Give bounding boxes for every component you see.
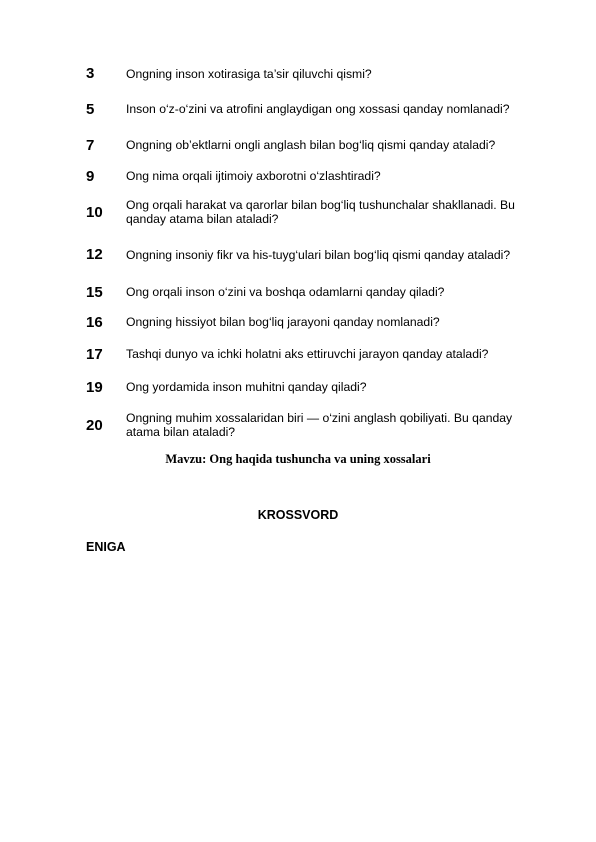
clue-text: Tashqi dunyo va ichki holatni aks ettiruvchi jarayon qanday ataladi? (126, 347, 489, 361)
clue-row (86, 231, 546, 278)
clue-text: Ong orqali inson o‘zini va boshqa odamlarni qanday qiladi? (126, 285, 445, 299)
clue-row (86, 159, 546, 193)
clue-text: Ongning insoniy fikr va his-tuyg‘ulari bilan bog‘liq qismi qanday ataladi? (126, 247, 511, 262)
clue-number: 3 (86, 65, 95, 82)
clue-row (86, 338, 546, 370)
clue-number: 17 (86, 345, 103, 363)
clue-text: Ong yordamida inson muhitni qanday qiladi? (126, 380, 367, 394)
clue-row (86, 60, 546, 87)
clue-number: 9 (86, 167, 95, 185)
clue-text: Ong nima orqali ijtimoiy axborotni o‘zlashtiradi? (126, 169, 381, 183)
clue-number: 5 (86, 100, 95, 118)
topic-title: Mavzu: Ong haqida tushuncha va uning xossalari (165, 452, 431, 466)
clue-row (86, 370, 546, 404)
clue-text: Ongning inson xotirasiga ta’sir qiluvchi qismi? (126, 66, 372, 81)
clue-row (86, 131, 546, 159)
clue-row (86, 193, 546, 231)
answers-label: ENIGA (86, 540, 126, 554)
clue-text: Ongning hissiyot bilan bog‘liq jarayoni qanday nomlanadi? (126, 315, 440, 329)
clue-list (86, 60, 546, 446)
clue-number: 10 (86, 203, 103, 221)
clue-number: 19 (86, 378, 103, 396)
clue-row (86, 278, 546, 306)
clue-row (86, 404, 546, 446)
clue-row (86, 87, 546, 131)
crossword-heading: KROSSVORD (257, 508, 339, 522)
clue-number: 12 (86, 246, 103, 263)
clue-text: Ongning muhim xossalaridan biri — o‘zini anglash qobiliyati. Bu qanday atama bilan ataladi? (126, 411, 513, 439)
clue-text: Ongning ob’ektlarni ongli anglash bilan bog‘liq qismi qanday ataladi? (126, 138, 496, 152)
clue-number: 20 (86, 416, 103, 434)
clue-number: 7 (86, 136, 95, 154)
clue-number: 16 (86, 313, 103, 331)
clue-text: Ong orqali harakat va qarorlar bilan bog‘liq tushunchalar shakllanadi. Bu qanday atama bilan ataladi? (126, 198, 515, 226)
clue-number: 15 (86, 283, 103, 301)
clue-row (86, 306, 546, 338)
clue-text: Inson o‘z-o‘zini va atrofini anglaydigan ong xossasi qanday nomlanadi? (126, 102, 510, 116)
